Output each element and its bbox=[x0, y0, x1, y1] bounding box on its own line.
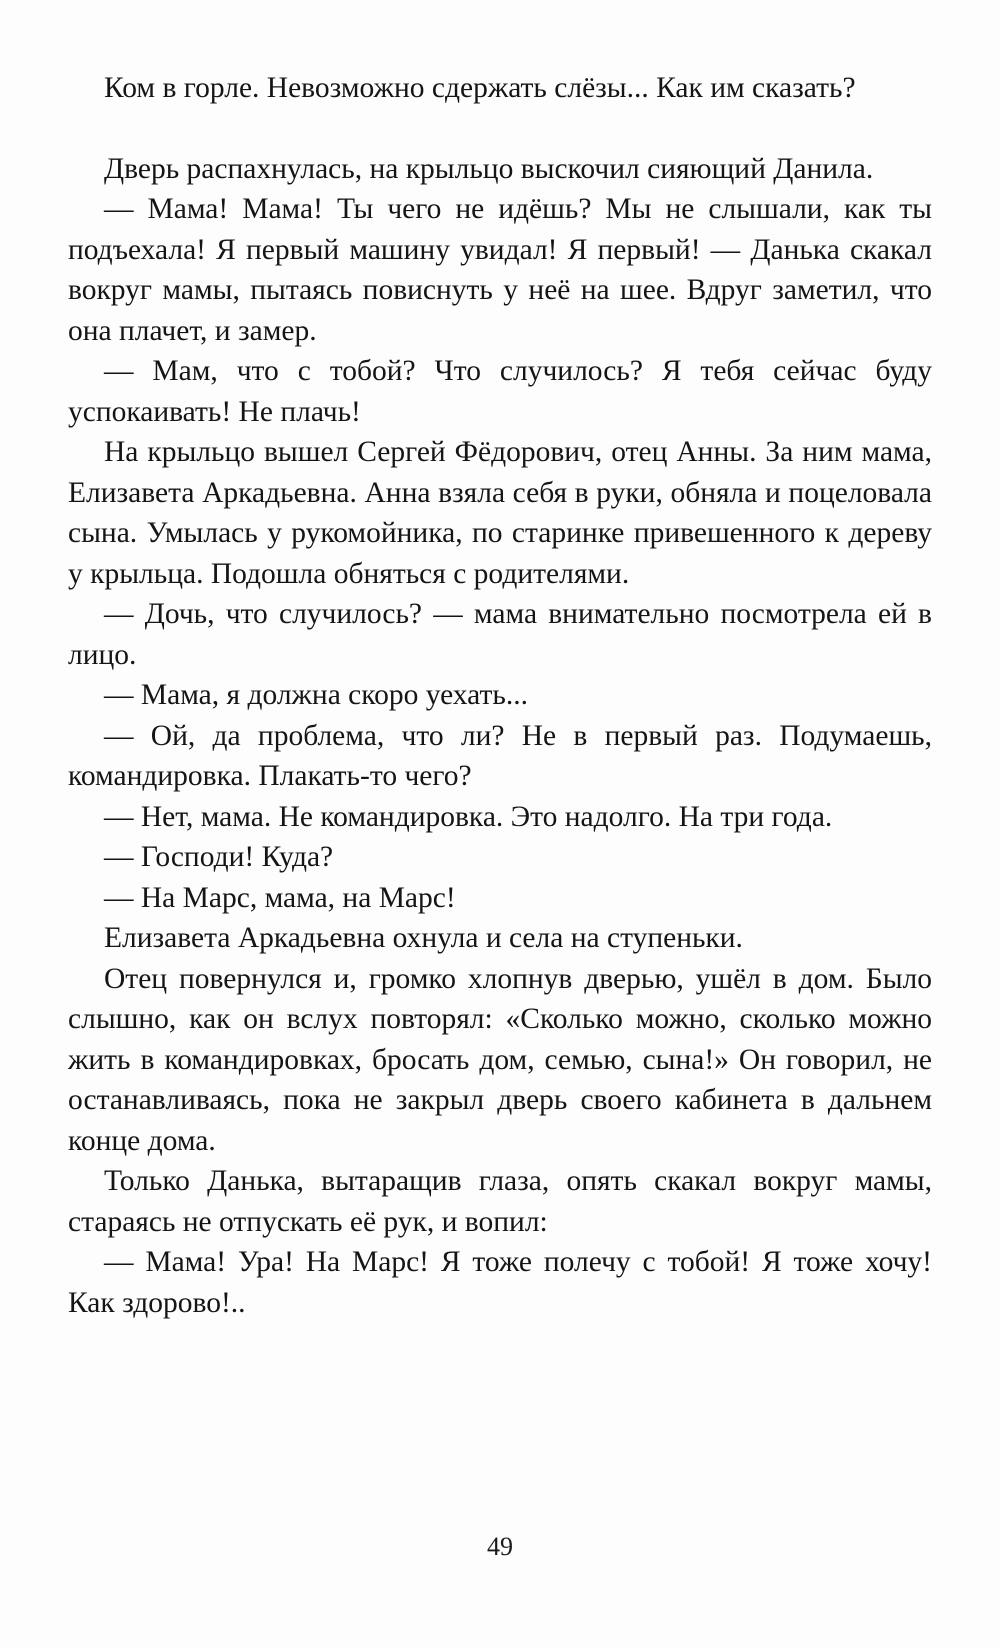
paragraph: — Ой, да проблема, что ли? Не в первый раз. Подумаешь, командировка. Плакать-то чего? bbox=[68, 719, 932, 792]
paragraph: — Нет, мама. Не командировка. Это надолго. На три года. bbox=[104, 800, 833, 833]
paragraph: — Господи! Куда? bbox=[104, 841, 334, 873]
paragraph: — Мама! Ура! На Марс! Я тоже полечу с тобой! Я тоже хочу! Как здорово!.. bbox=[68, 1246, 932, 1319]
paragraph: Отец повернулся и, громко хлопнув дверью, ушёл в дом. Было слышно, как он вслух повторял: «Сколько можно, сколько можно жить в командировках, бросать дом, семью, сына!» Он говорил, не останавливаясь, пока не закрыл дверь своего кабинета в дальнем конце дома. bbox=[68, 962, 932, 1157]
paragraph: — Мама! Мама! Ты чего не идёшь? Мы не слышали, как ты подъехала! Я первый машину увидал! Я первый! — Данька скакал вокруг мамы, пытаясь повиснуть у неё на шее. Вдруг заметил, что она плачет, и замер. bbox=[68, 193, 932, 347]
paragraph: — Мам, что с тобой? Что случилось? Я тебя сейчас буду успокаивать! Не плачь! bbox=[68, 355, 932, 428]
paragraph: — На Марс, мама, на Марс! bbox=[104, 881, 456, 914]
paragraph: Дверь распахнулась, на крыльцо выскочил сияющий Данила. bbox=[104, 152, 874, 185]
paragraph: На крыльцо вышел Сергей Фёдорович, отец Анны. За ним мама, Елизавета Аркадьевна. Анна взяла себя в руки, обняла и поцеловала сына. Умылась у рукомойника, по старинке привешенного к дереву у крыльца. Подошла обняться с родителями. bbox=[68, 436, 932, 590]
page-number: 49 bbox=[487, 1532, 513, 1561]
page-text bbox=[68, 68, 932, 1323]
paragraph: Только Данька, вытаращив глаза, опять скакал вокруг мамы, стараясь не отпускать её рук, и вопил: bbox=[68, 1165, 932, 1238]
paragraph: Ком в горле. Невозможно сдержать слёзы... Как им сказать? bbox=[104, 72, 856, 104]
paragraph: Елизавета Аркадьевна охнула и села на ступеньки. bbox=[104, 922, 743, 954]
paragraph: — Мама, я должна скоро уехать... bbox=[104, 679, 528, 711]
paragraph: — Дочь, что случилось? — мама внимательно посмотрела ей в лицо. bbox=[68, 598, 932, 671]
